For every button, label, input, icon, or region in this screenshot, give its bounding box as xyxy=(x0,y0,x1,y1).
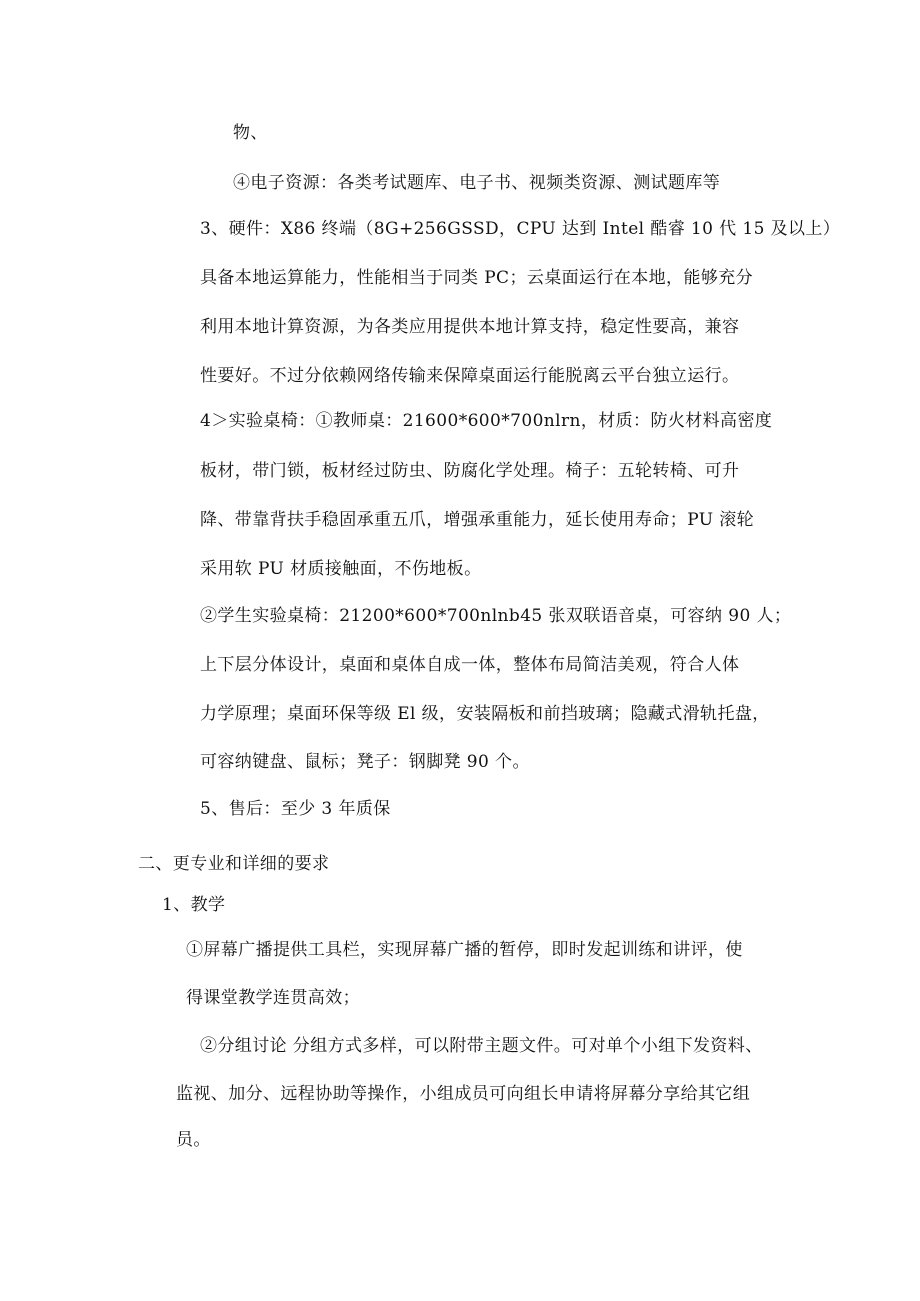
text-line-18: ①屏幕广播提供工具栏，实现屏幕广播的暂停，即时发起训练和讲评，使 xyxy=(186,940,743,960)
text-line-19: 得课堂教学连贯高效； xyxy=(186,988,360,1008)
text-line-14: 可容纳键盘、鼠标；凳子：钢脚凳 90 个。 xyxy=(200,752,530,772)
text-line-20: ②分组讨论 分组方式多样，可以附带主题文件。可对单个小组下发资料、 xyxy=(200,1036,763,1056)
text-line-22: 员。 xyxy=(176,1130,211,1150)
text-line-12: 上下层分体设计，桌面和桌体自成一体，整体布局简洁美观，符合人体 xyxy=(200,655,740,675)
text-line-4: 具备本地运算能力，性能相当于同类 PC；云桌面运行在本地，能够充分 xyxy=(200,268,754,288)
text-line-1: 物、 xyxy=(233,123,268,143)
subsection-heading: 1、教学 xyxy=(162,895,226,915)
text-line-7: 4＞实验桌椅：①教师桌：21600*600*700nlrn，材质：防火材料高密度 xyxy=(200,411,773,431)
text-line-6: 性要好。不过分依赖网络传输来保障桌面运行能脱离云平台独立运行。 xyxy=(200,366,740,386)
text-line-9: 降、带靠背扶手稳固承重五爪，增强承重能力，延长使用寿命；PU 滚轮 xyxy=(200,510,755,530)
text-line-15: 5、售后：至少 3 年质保 xyxy=(200,799,391,819)
text-line-5: 利用本地计算资源，为各类应用提供本地计算支持，稳定性要高，兼容 xyxy=(200,317,740,337)
text-line-3: 3、硬件：X86 终端（8G+256GSSD，CPU 达到 Intel 酷睿 10 代 15 及以上） xyxy=(200,219,841,239)
section-heading: 二、更专业和详细的要求 xyxy=(138,854,330,874)
text-line-13: 力学原理；桌面环保等级 El 级，安装隔板和前挡玻璃；隐藏式滑轨托盘， xyxy=(200,704,770,724)
text-line-10: 采用软 PU 材质接触面，不伤地板。 xyxy=(200,559,482,579)
text-line-2: ④电子资源：各类考试题库、电子书、视频类资源、测试题库等 xyxy=(233,173,721,193)
text-line-21: 监视、加分、远程协助等操作，小组成员可向组长申请将屏幕分享给其它组 xyxy=(176,1084,751,1104)
text-line-11: ②学生实验桌椅：21200*600*700nlnb45 张双联语音桌，可容纳 90 人； xyxy=(200,606,792,626)
text-line-8: 板材，带门锁，板材经过防虫、防腐化学处理。椅子：五轮转椅、可升 xyxy=(200,461,740,481)
